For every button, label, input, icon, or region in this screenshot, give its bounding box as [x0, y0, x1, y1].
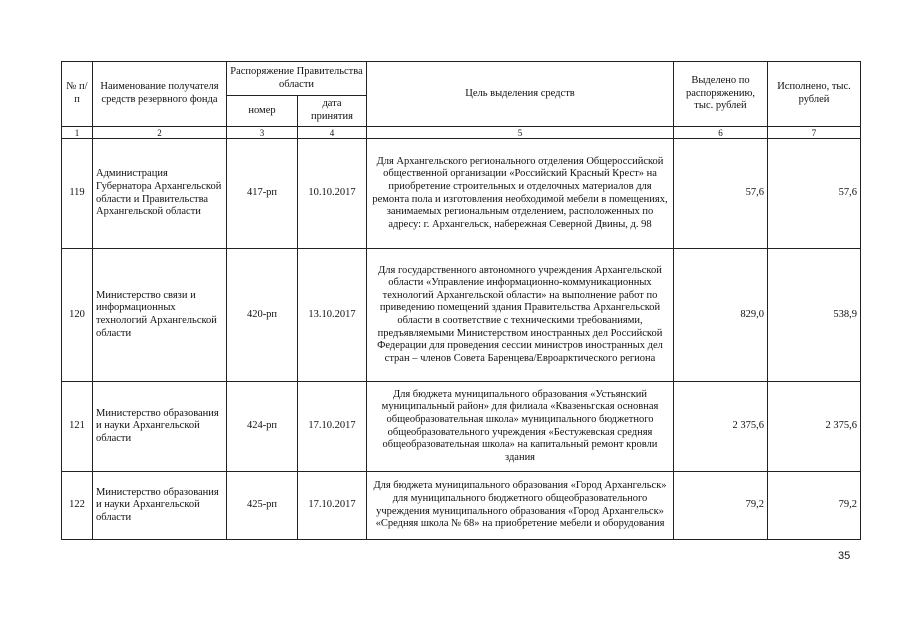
- row-order-number: 420-рп: [227, 249, 298, 382]
- header-order-number: номер: [227, 96, 298, 127]
- column-number: 4: [298, 127, 367, 139]
- table-row: [62, 139, 861, 249]
- row-executed: 57,6: [768, 139, 861, 249]
- row-executed: 2 375,6: [768, 382, 861, 472]
- row-order-number: 424-рп: [227, 382, 298, 472]
- column-number: 1: [62, 127, 93, 139]
- row-num: 120: [62, 249, 93, 382]
- row-order-date: 17.10.2017: [298, 382, 367, 472]
- column-number: 6: [674, 127, 768, 139]
- table-row: [62, 472, 861, 540]
- row-executed: 79,2: [768, 472, 861, 540]
- table-row: [62, 249, 861, 382]
- column-number: 7: [768, 127, 861, 139]
- table-header-row: [62, 62, 861, 96]
- row-purpose: Для бюджета муниципального образования «Устьянский муниципальный район» для филиала «Квазеньгская основная общеобразовательная школа» муниципального бюджетного общеобразовательного учреждения «Бестужевская средняя общеобразовательная школа» на капитальный ремонт кровли здания: [367, 382, 674, 472]
- header-order-date: дата принятия: [298, 96, 367, 127]
- header-executed: Исполнено, тыс. рублей: [768, 62, 861, 127]
- table-row: [62, 382, 861, 472]
- row-num: 122: [62, 472, 93, 540]
- row-purpose: Для государственного автономного учреждения Архангельской области «Управление информационно-коммуникационных технологий Архангельской области» на выполнение работ по приведению помещений здания Правительства Архангельской области в соответствие с техническими требованиями, предъявляемыми Министерством иностранных дел Российской Федерации для проведения сессии министров иностранных дел стран – членов Совета Баренцева/Евроарктического региона: [367, 249, 674, 382]
- row-order-date: 17.10.2017: [298, 472, 367, 540]
- header-num: № п/п: [62, 62, 93, 127]
- row-order-number: 425-рп: [227, 472, 298, 540]
- header-order: Распоряжение Правительства области: [227, 62, 367, 96]
- row-purpose: Для Архангельского регионального отделения Общероссийской общественной организации «Российский Красный Крест» на приобретение строительных и отделочных материалов для ремонта пола и изготовления необходимой мебели в помещениях, занимаемых региональным отделением, расположенных по адресу: г. Архангельск, набережная Северной Двины, д. 98: [367, 139, 674, 249]
- row-recipient: Администрация Губернатора Архангельской области и Правительства Архангельской области: [93, 139, 227, 249]
- reserve-fund-table: [61, 61, 861, 540]
- column-number: 5: [367, 127, 674, 139]
- column-number: 3: [227, 127, 298, 139]
- row-allocated: 2 375,6: [674, 382, 768, 472]
- row-order-date: 10.10.2017: [298, 139, 367, 249]
- column-number-row: [62, 127, 861, 139]
- row-allocated: 79,2: [674, 472, 768, 540]
- column-number: 2: [93, 127, 227, 139]
- row-allocated: 829,0: [674, 249, 768, 382]
- page-number: 35: [838, 550, 851, 562]
- row-allocated: 57,6: [674, 139, 768, 249]
- row-executed: 538,9: [768, 249, 861, 382]
- header-recipient: Наименование получателя средств резервного фонда: [93, 62, 227, 127]
- row-num: 119: [62, 139, 93, 249]
- row-recipient: Министерство образования и науки Архангельской области: [93, 472, 227, 540]
- row-purpose: Для бюджета муниципального образования «Город Архангельск» для муниципального бюджетного общеобразовательного учреждения муниципального образования «Город Архангельск» «Средняя школа № 68» на приобретение мебели и оборудования: [367, 472, 674, 540]
- header-allocated: Выделено по распоряжению, тыс. рублей: [674, 62, 768, 127]
- row-recipient: Министерство связи и информационных технологий Архангельской области: [93, 249, 227, 382]
- row-num: 121: [62, 382, 93, 472]
- row-order-number: 417-рп: [227, 139, 298, 249]
- header-purpose: Цель выделения средств: [367, 62, 674, 127]
- row-order-date: 13.10.2017: [298, 249, 367, 382]
- row-recipient: Министерство образования и науки Архангельской области: [93, 382, 227, 472]
